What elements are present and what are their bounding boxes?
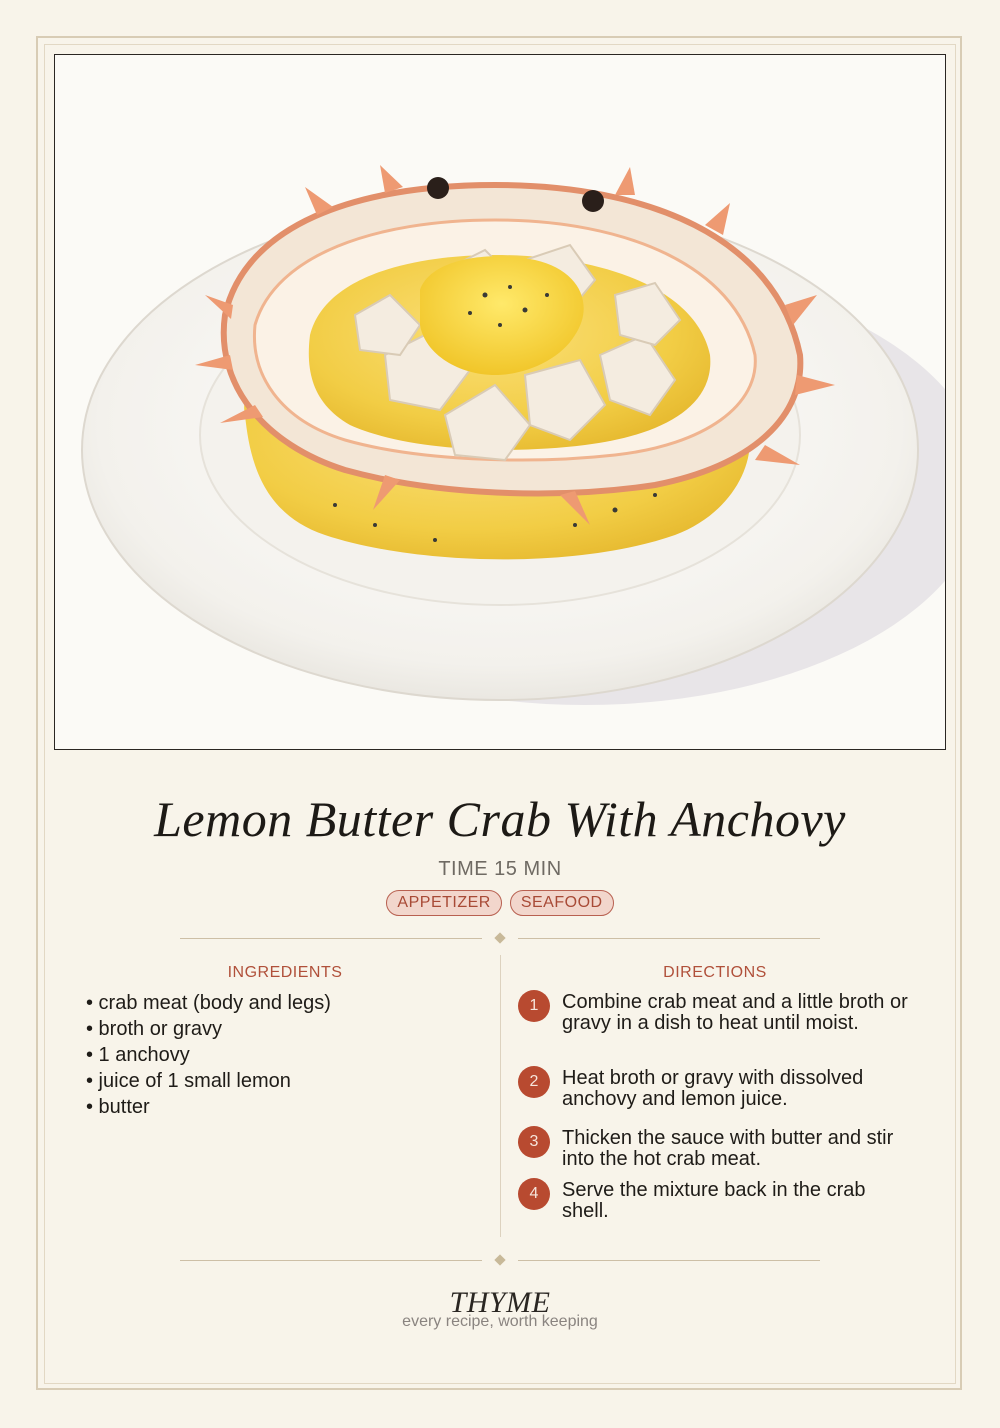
diamond-ornament-icon: [494, 932, 505, 943]
step-text: Thicken the sauce with butter and stir into the hot crab meat.: [562, 1127, 894, 1170]
list-item: • crab meat (body and legs): [86, 992, 331, 1014]
step-text: Serve the mixture back in the crab shell.: [562, 1179, 866, 1222]
step-number: 3: [518, 1126, 550, 1158]
tag-list: [0, 890, 1000, 916]
ingredients-heading: INGREDIENTS: [227, 964, 343, 981]
cook-time: TIME 15 MIN: [438, 858, 562, 880]
diamond-ornament-icon: [494, 1254, 505, 1265]
divider-top: [180, 932, 820, 944]
list-item: • broth or gravy: [86, 1018, 222, 1040]
step-number: 4: [518, 1178, 550, 1210]
column-separator: [500, 955, 501, 1237]
recipe-title: Lemon Butter Crab With Anchovy: [154, 791, 846, 847]
tag-appetizer[interactable]: APPETIZER: [386, 890, 501, 916]
dish-illustration: [54, 54, 946, 750]
list-item: • butter: [86, 1096, 150, 1118]
tag-seafood[interactable]: SEAFOOD: [510, 890, 614, 916]
ingredients-list: [86, 990, 486, 1120]
directions-heading: DIRECTIONS: [663, 964, 767, 981]
brand-name: THYME: [449, 1286, 551, 1319]
step-text: Combine crab meat and a little broth or gravy in a dish to heat until moist.: [562, 991, 908, 1034]
step-number: 1: [518, 990, 550, 1022]
list-item: • 1 anchovy: [86, 1044, 190, 1066]
divider-bottom: [180, 1254, 820, 1266]
list-item: • juice of 1 small lemon: [86, 1070, 291, 1092]
step-text: Heat broth or gravy with dissolved anchovy and lemon juice.: [562, 1067, 864, 1110]
brand-tagline: every recipe, worth keeping: [402, 1313, 598, 1330]
step-number: 2: [518, 1066, 550, 1098]
